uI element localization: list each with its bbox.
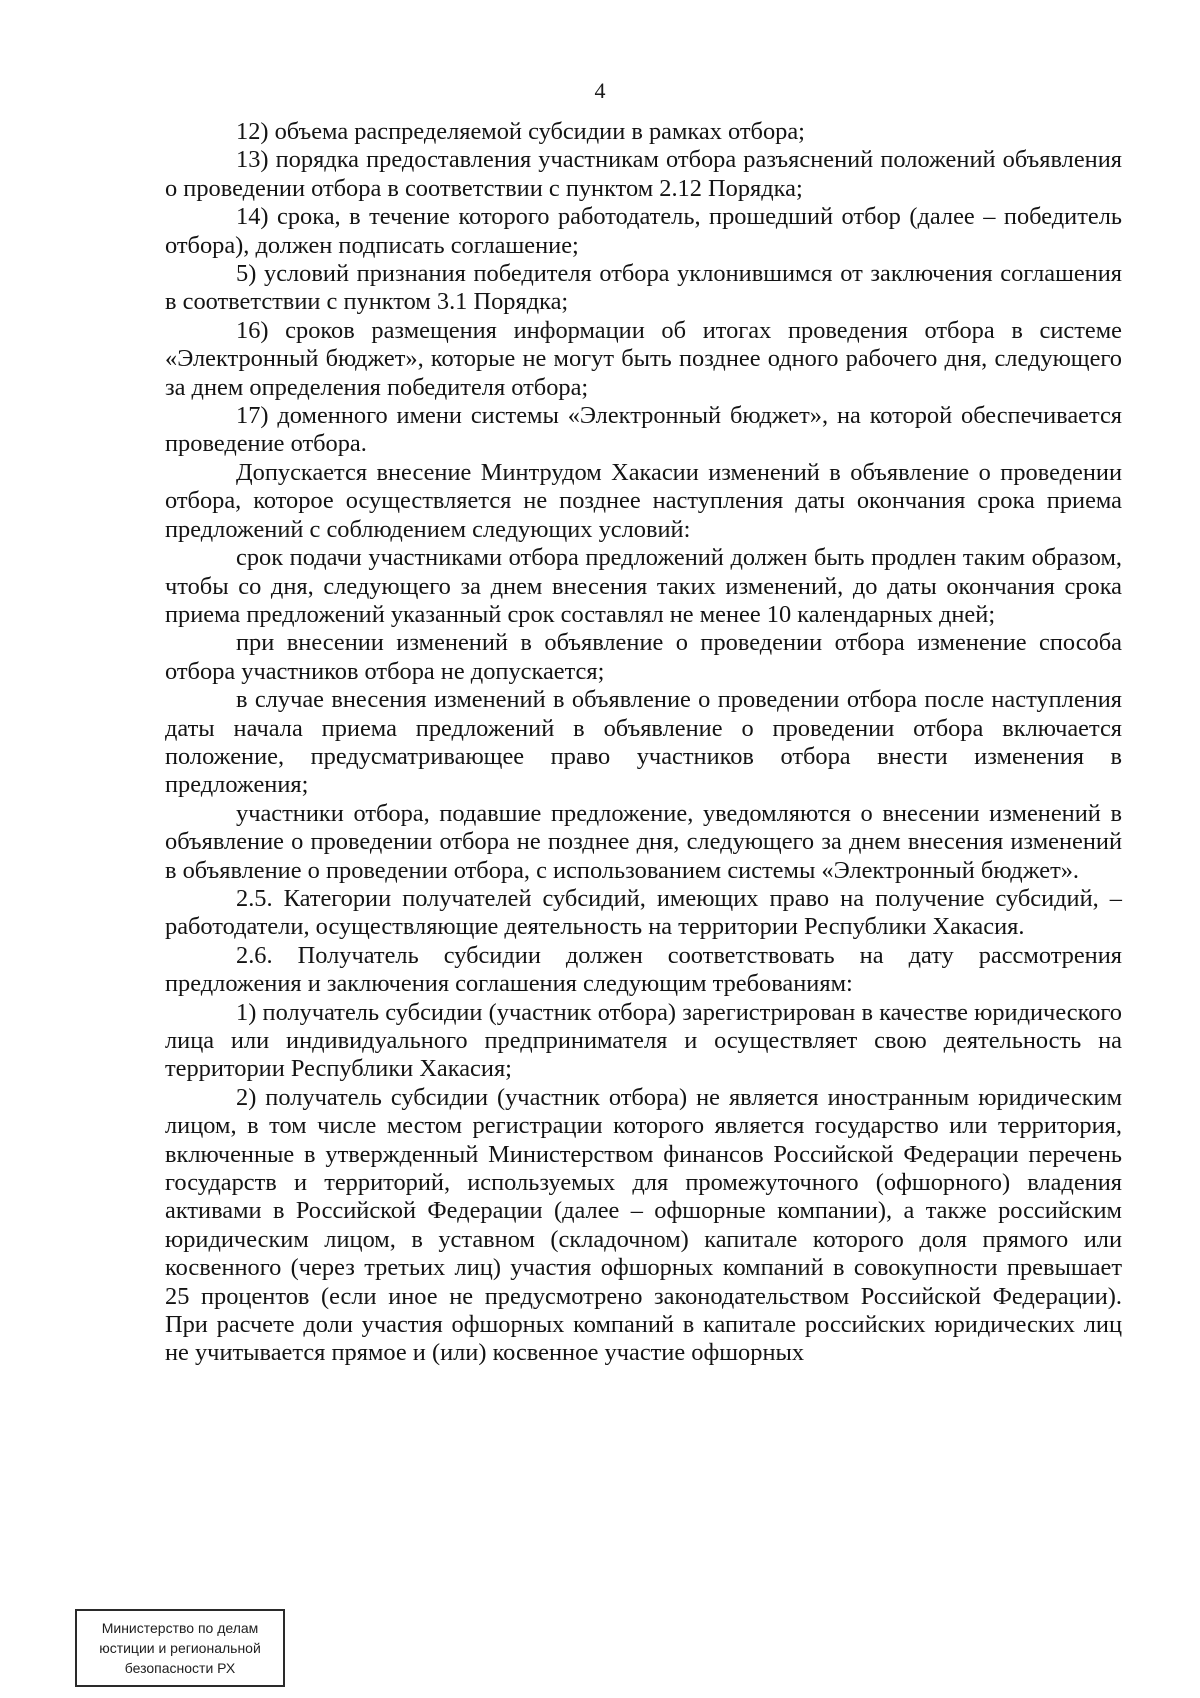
stamp-line-1: Министерство по делам (101, 1620, 259, 1636)
paragraph-amendment-condition-changes: в случае внесения изменений в объявление о проведении отбора после наступления даты начала приема предложений в объявление о проведении отбора включается положение, предусматривающее право участников отбора внести изменения в предложения; (165, 686, 1122, 799)
paragraph-requirement-1: 1) получатель субсидии (участник отбора) зарегистрирован в качестве юридического лица или индивидуального предпринимателя и осуществляет свою деятельность на территории Республики Хакасия; (165, 998, 1122, 1083)
paragraph-item-17: 17) доменного имени системы «Электронный бюджет», на которой обеспечивается проведение отбора. (165, 402, 1122, 458)
paragraph-item-14: 14) срока, в течение которого работодатель, прошедший отбор (далее – победитель отбора), должен подписать соглашение; (165, 203, 1122, 259)
paragraph-amendment-condition-method: при внесении изменений в объявление о проведении отбора изменение способа отбора участников отбора не допускается; (165, 629, 1122, 685)
paragraph-section-2-6: 2.6. Получатель субсидии должен соответствовать на дату рассмотрения предложения и заключения соглашения следующим требованиям: (165, 941, 1122, 998)
paragraph-item-13: 13) порядка предоставления участникам отбора разъяснений положений объявления о проведении отбора в соответствии с пунктом 2.12 Порядка; (165, 146, 1122, 202)
document-body (165, 118, 1122, 1368)
paragraph-amendment-condition-deadline: срок подачи участниками отбора предложений должен быть продлен таким образом, чтобы со дня, следующего за днем внесения таких изменений, до даты окончания срока приема предложений указанный срок составлял не менее 10 календарных дней; (165, 544, 1122, 628)
page-number: 4 (594, 78, 606, 103)
stamp-line-2: юстиции и региональной (99, 1640, 261, 1656)
stamp-line-3: безопасности РХ (124, 1660, 236, 1676)
paragraph-item-16: 16) сроков размещения информации об итогах проведения отбора в системе «Электронный бюджет», которые не могут быть позднее одного рабочего дня, следующего за днем определения победителя отбора; (165, 316, 1122, 401)
paragraph-item-12: 12) объема распределяемой субсидии в рамках отбора; (236, 118, 805, 145)
paragraph-item-15: 5) условий признания победителя отбора уклонившимся от заключения соглашения в соответствии с пунктом 3.1 Порядка; (165, 260, 1122, 316)
paragraph-requirement-2: 2) получатель субсидии (участник отбора) не является иностранным юридическим лицом, в том числе местом регистрации которого является государство или территория, включенные в утвержденный Министерством финансов Российской Федерации перечень государств и территорий, используемых для промежуточного (офшорного) владения активами в Российской Федерации (далее – офшорные компании), а также российским юридическим лицом, в уставном (складочном) капитале которого доля прямого или косвенного (через третьих лиц) участия офшорных компаний в совокупности превышает 25 процентов (если иное не предусмотрено законодательством Российской Федерации). При расчете доли участия офшорных компаний в капитале российских юридических лиц не учитывается прямое и (или) косвенное участие офшорных (165, 1083, 1122, 1367)
paragraph-amendment-condition-notice: участники отбора, подавшие предложение, уведомляются о внесении изменений в объявление о проведении отбора не позднее дня, следующего за днем внесения изменений в объявление о проведении отбора, с использованием системы «Электронный бюджет». (165, 799, 1122, 884)
paragraph-section-2-5: 2.5. Категории получателей субсидий, имеющих право на получение субсидий, – работодатели, осуществляющие деятельность на территории Республики Хакасия. (165, 884, 1122, 941)
ministry-stamp (75, 1609, 285, 1687)
paragraph-amendments-intro: Допускается внесение Минтрудом Хакасии изменений в объявление о проведении отбора, которое осуществляется не позднее наступления даты окончания срока приема предложений с соблюдением следующих условий: (165, 458, 1122, 543)
